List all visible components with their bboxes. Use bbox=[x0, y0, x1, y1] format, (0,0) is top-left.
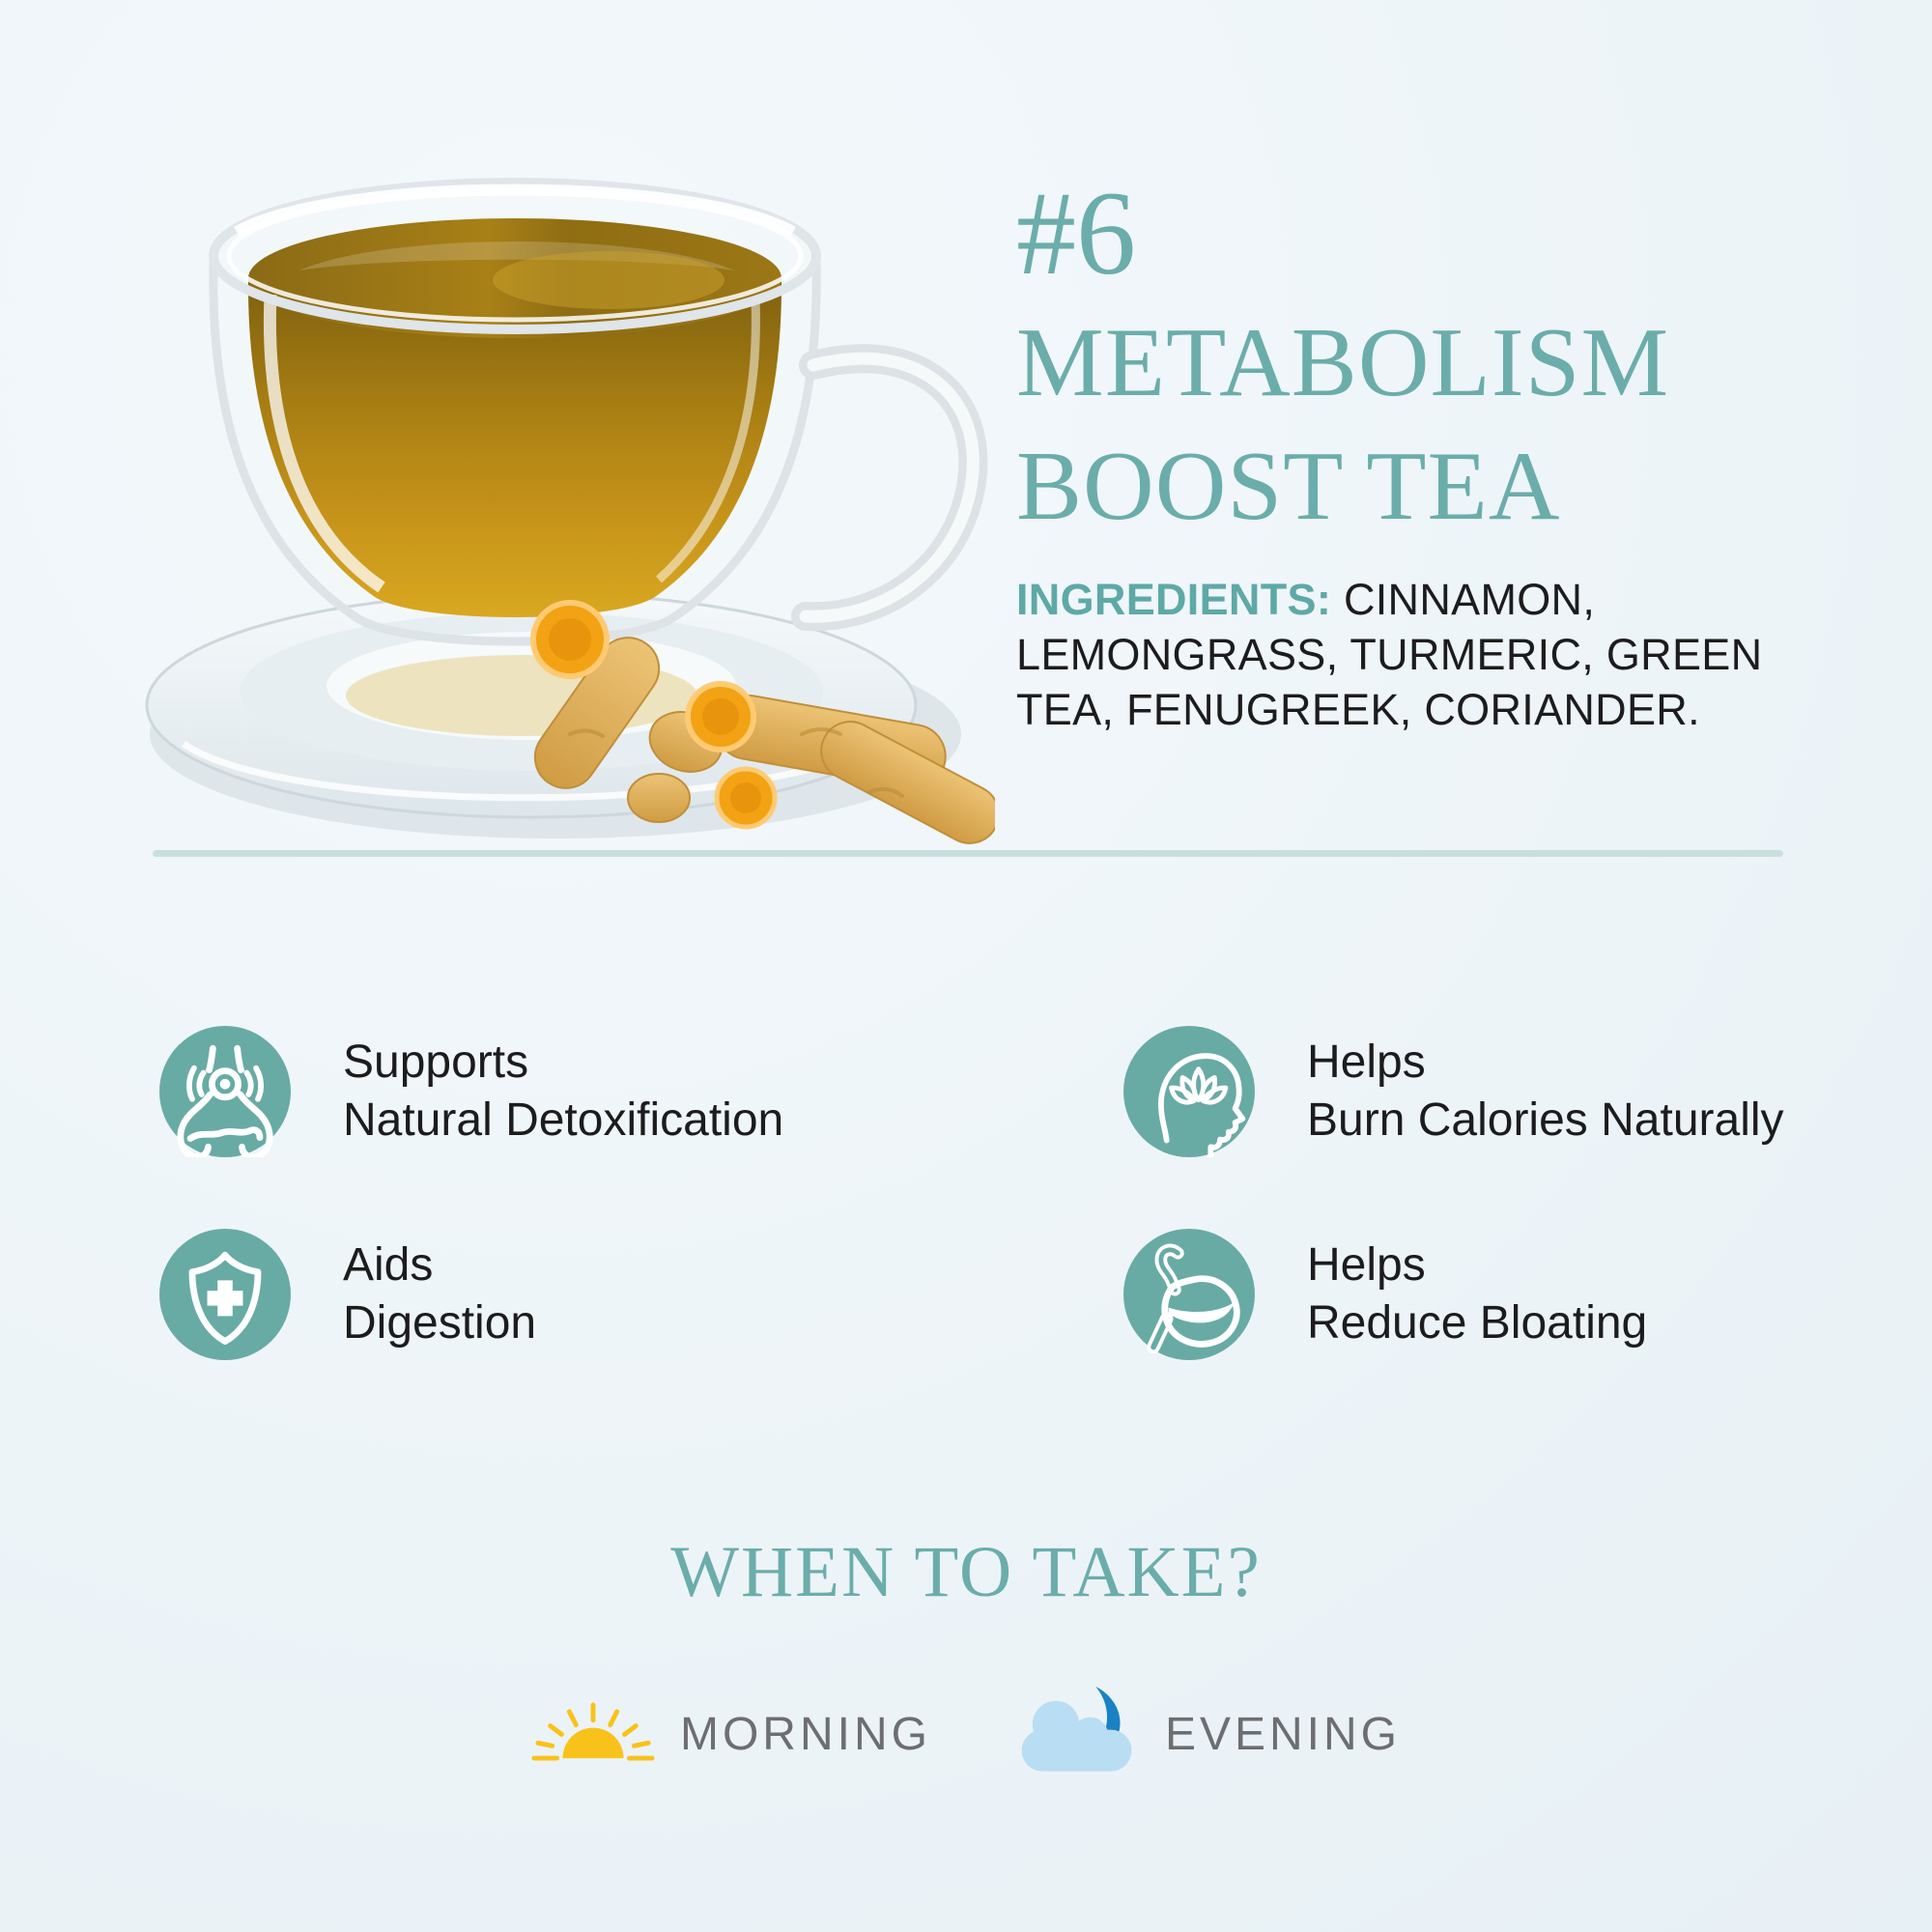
shield-cross-icon bbox=[159, 1229, 291, 1360]
benefit-digestion bbox=[159, 1229, 536, 1360]
benefit-line1: Aids bbox=[343, 1239, 434, 1291]
benefit-line1: Supports bbox=[343, 1037, 529, 1088]
benefit-line2: Burn Calories Naturally bbox=[1307, 1094, 1784, 1146]
tea-cup-illustration bbox=[68, 116, 995, 850]
benefit-line1: Helps bbox=[1307, 1037, 1426, 1088]
benefit-bloating bbox=[1123, 1229, 1647, 1360]
benefit-line2: Reduce Bloating bbox=[1307, 1297, 1648, 1349]
cloud-moon-icon bbox=[1016, 1685, 1151, 1784]
schedule-row bbox=[0, 1685, 1932, 1784]
benefit-detox bbox=[159, 1026, 783, 1157]
schedule-morning bbox=[531, 1699, 931, 1771]
stomach-icon bbox=[1123, 1229, 1255, 1360]
sunrise-icon bbox=[531, 1699, 655, 1771]
title-line-1: METABOLISM bbox=[1016, 308, 1670, 417]
title-line-2: BOOST TEA bbox=[1016, 432, 1561, 541]
detox-body-icon bbox=[159, 1026, 291, 1157]
ingredients-list: CINNAMON, LEMONGRASS, TURMERIC, GREEN TEA, FENUGREEK, CORIANDER. bbox=[1016, 575, 1763, 734]
morning-label: MORNING bbox=[679, 1709, 931, 1760]
evening-label: EVENING bbox=[1164, 1709, 1402, 1760]
section-divider bbox=[153, 850, 1783, 857]
when-to-take-heading: WHEN TO TAKE? bbox=[670, 1532, 1262, 1612]
head-lotus-icon bbox=[1123, 1026, 1255, 1157]
page-title bbox=[1016, 301, 1669, 549]
tea-number: #6 bbox=[1016, 167, 1136, 299]
benefit-line2: Digestion bbox=[343, 1297, 537, 1349]
benefit-line2: Natural Detoxification bbox=[343, 1094, 784, 1146]
benefit-burn-calories bbox=[1123, 1026, 1784, 1157]
schedule-evening bbox=[1016, 1685, 1401, 1784]
benefit-line1: Helps bbox=[1307, 1239, 1426, 1291]
ingredients-text bbox=[1016, 572, 1847, 737]
ingredients-label: INGREDIENTS: bbox=[1016, 575, 1332, 624]
